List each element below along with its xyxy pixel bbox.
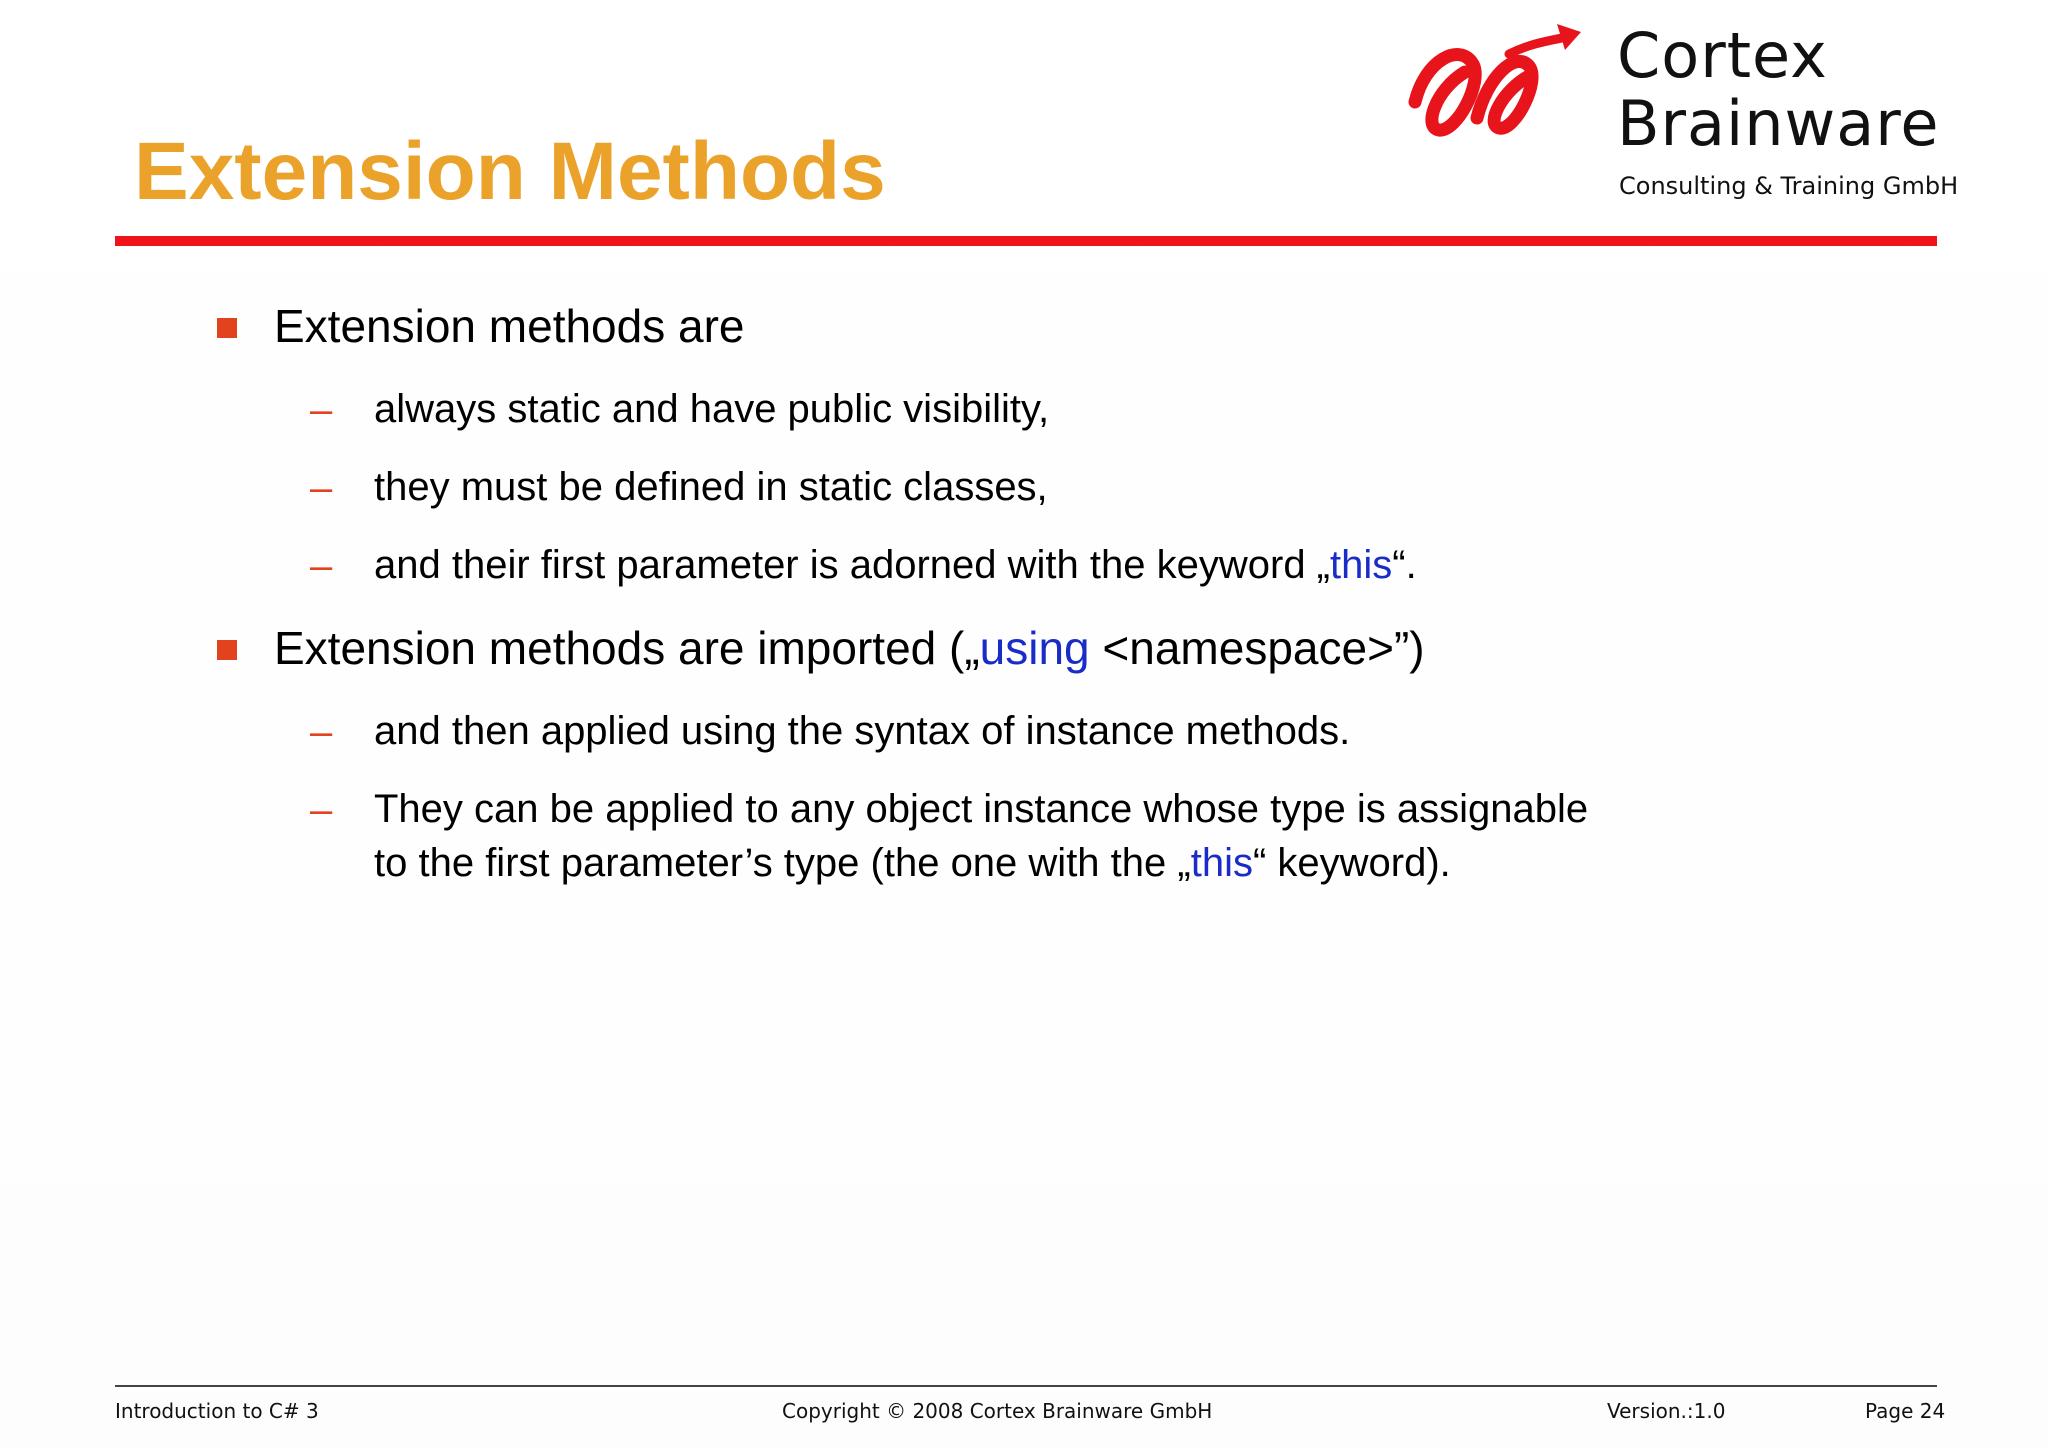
logo-wordmark-cortex: Cortex (1617, 19, 1828, 92)
dash-icon: – (310, 710, 333, 754)
bullet-text (274, 620, 1425, 676)
logo-wordmark-brainware: Brainware (1617, 87, 1940, 160)
title-divider (115, 236, 1937, 246)
sub-bullet-text (374, 538, 1417, 592)
sub-bullet-text: they must be defined in static classes, (374, 465, 1048, 509)
sub-bullet-text-part: and their first parameter is adorned with the keyword „ (374, 543, 1330, 587)
slide-title: Extension Methods (134, 126, 886, 217)
footer-copyright: Copyright © 2008 Cortex Brainware GmbH (782, 1399, 1213, 1423)
sub-bullet-text: and then applied using the syntax of instance methods. (374, 709, 1351, 753)
bullet-square-icon (217, 640, 237, 660)
dash-icon: – (310, 544, 333, 588)
bullet-square-icon (217, 318, 237, 338)
dash-icon: – (310, 466, 333, 510)
dash-icon: – (310, 788, 333, 832)
footer-course-title: Introduction to C# 3 (115, 1399, 319, 1423)
sub-bullet-text: always static and have public visibility, (374, 387, 1050, 431)
dash-icon: – (310, 388, 333, 432)
bullet-text-part: <namespace>”) (1089, 622, 1425, 674)
sub-bullet-text: They can be applied to any object instance whose type is assignable (374, 787, 1589, 831)
footer-page-number: Page 24 (1865, 1399, 1946, 1423)
company-logo (1405, 19, 1959, 210)
sub-bullet-text-continuation (374, 836, 1451, 890)
cortex-logo-mark-icon (1405, 20, 1585, 150)
bullet-text: Extension methods are (274, 300, 745, 352)
keyword-using: using (979, 622, 1090, 674)
sub-bullet-text-part: “ keyword). (1252, 841, 1451, 885)
sub-bullet-text-part: to the first parameter’s type (the one with the „ (374, 841, 1191, 885)
sub-bullet-text-part: “. (1392, 543, 1417, 587)
footer-version: Version.:1.0 (1607, 1399, 1726, 1423)
keyword-this: this (1330, 543, 1393, 587)
bullet-text-part: Extension methods are imported („ (274, 622, 980, 674)
keyword-this: this (1190, 841, 1253, 885)
footer-divider (115, 1385, 1937, 1387)
logo-tagline: Consulting & Training GmbH (1619, 172, 1959, 200)
